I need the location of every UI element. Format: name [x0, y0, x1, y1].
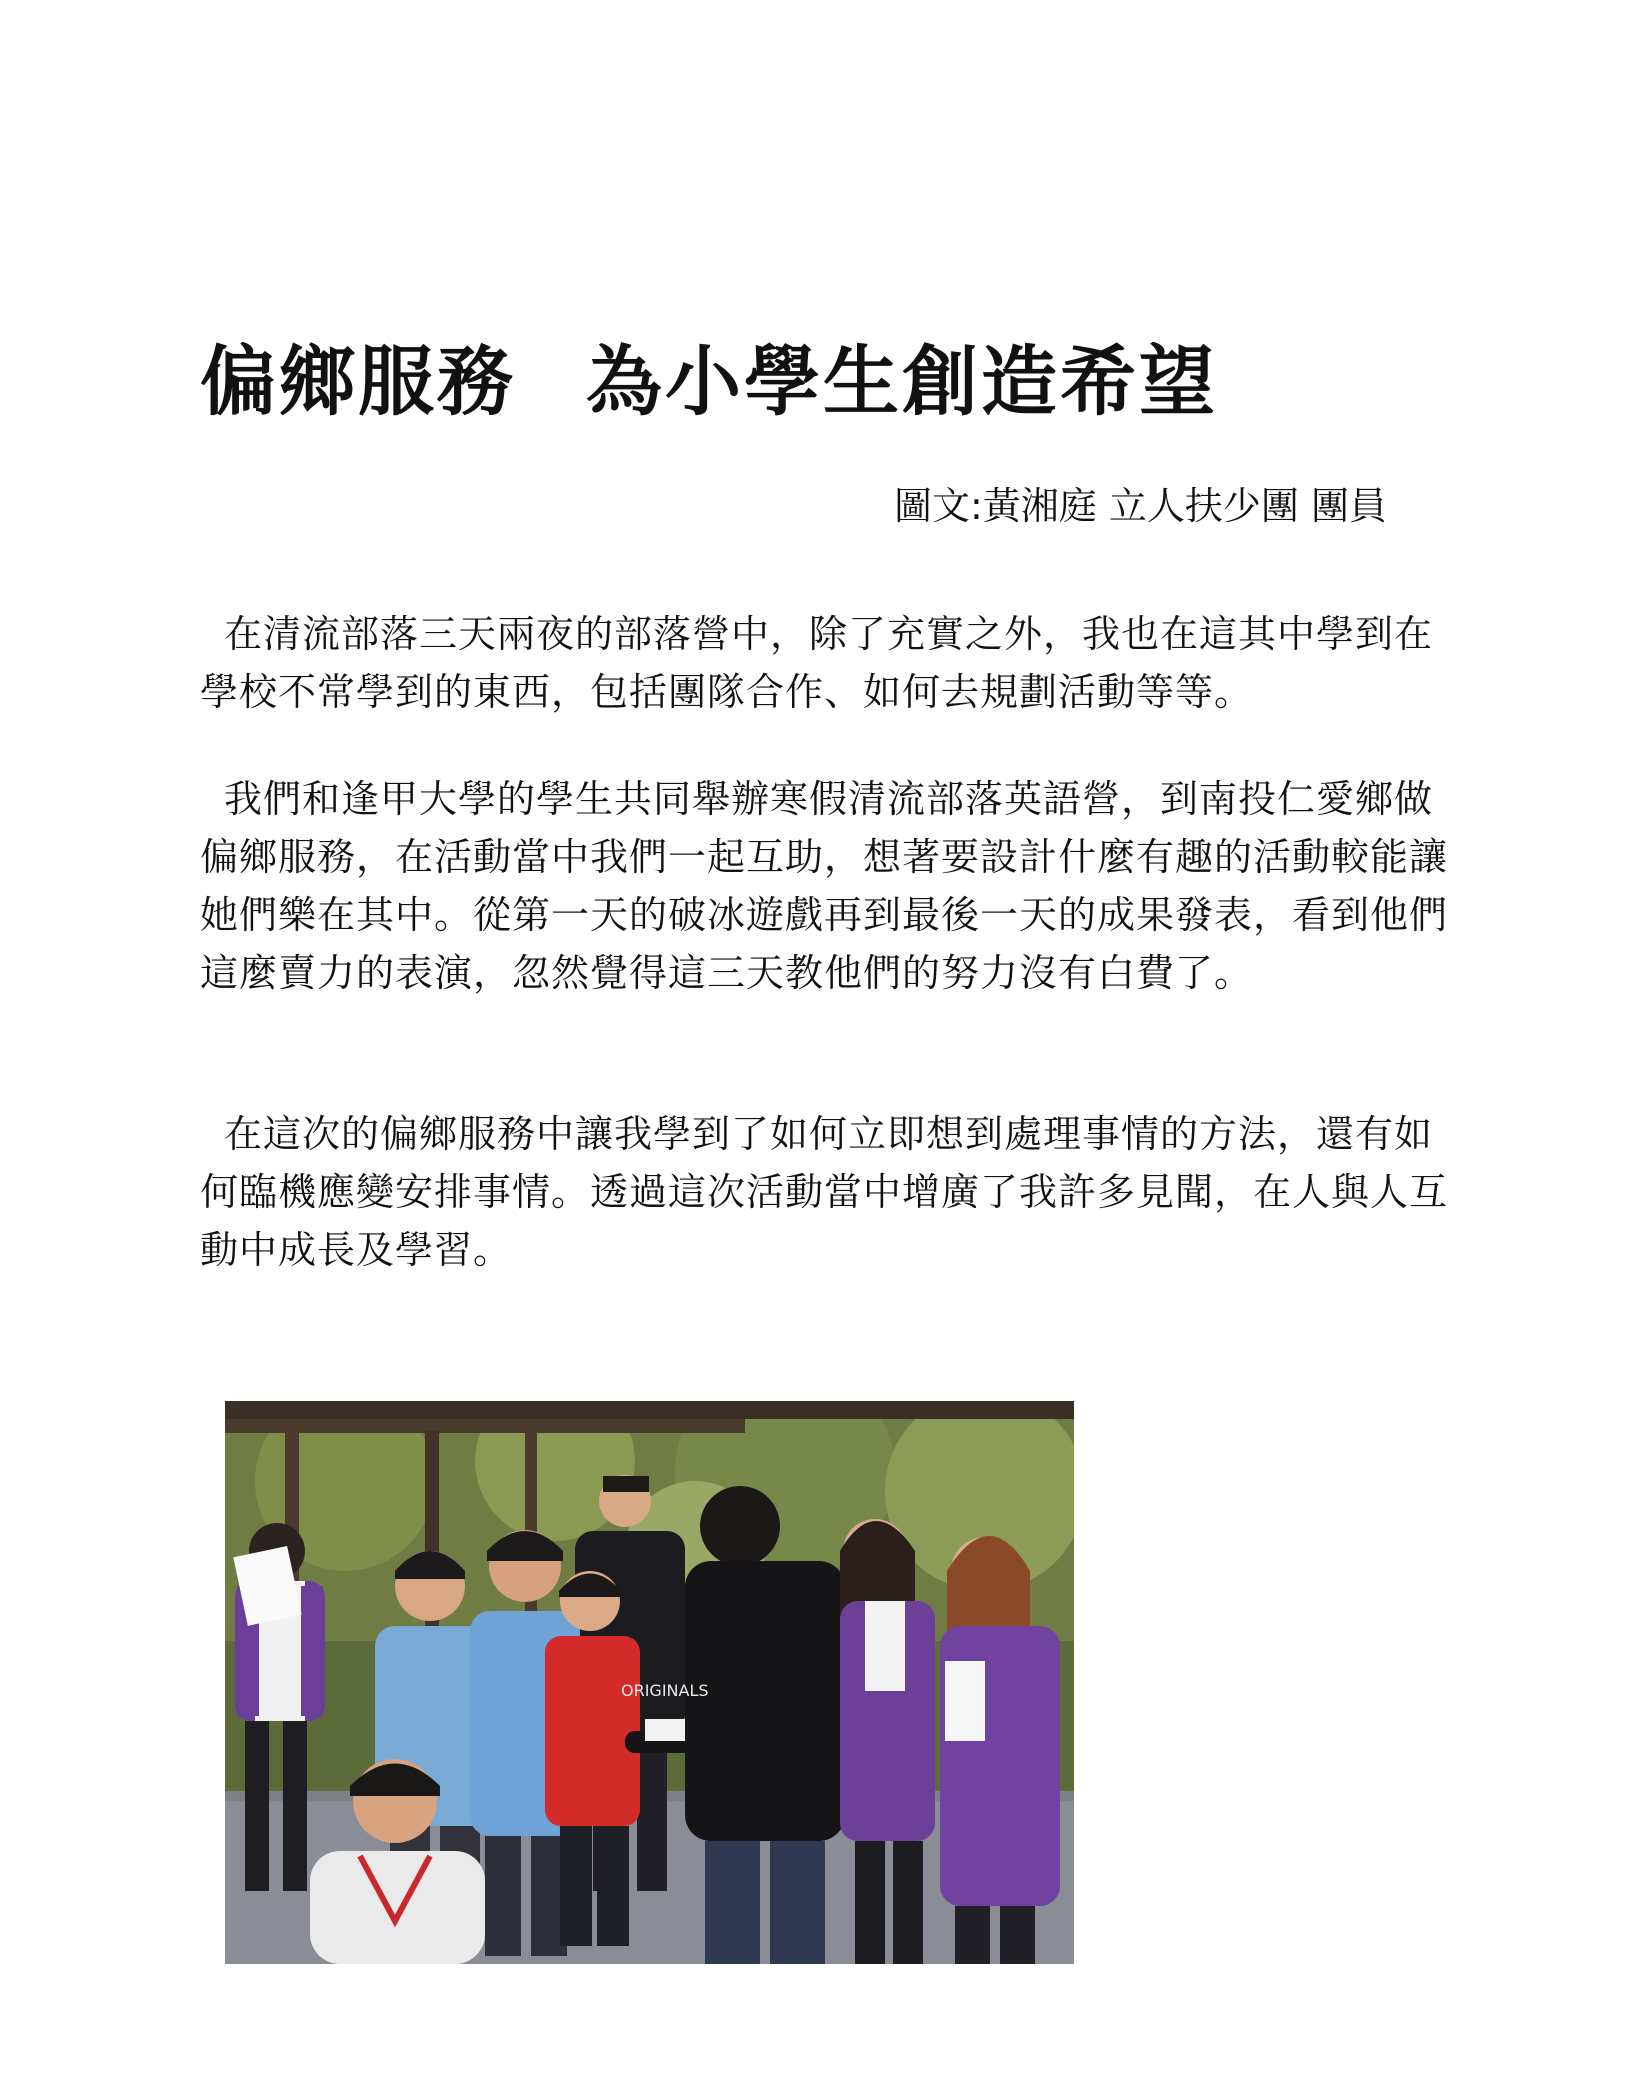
paragraph-2-text: 我們和逢甲大學的學生共同舉辦寒假清流部落英語營，到南投仁愛鄉做偏鄉服務，在活動當中我們一起互助，想著要設計什麼有趣的活動較能讓她們樂在其中。從第一天的破冰遊戲再到最後一天的成果發表，看到他們這麼賣力的表演，忽然覺得這三天教他們的努力沒有白費了。 — [200, 777, 1449, 995]
paragraph-3 — [200, 1105, 1470, 1279]
paragraph-1 — [200, 605, 1470, 721]
article-byline: 圖文:黃湘庭 立人扶少團 團員 — [894, 484, 1387, 528]
event-photo-illustration — [225, 1401, 1074, 1964]
paragraph-1-text: 在清流部落三天兩夜的部落營中，除了充實之外，我也在這其中學到在學校不常學到的東西，包括團隊合作、如何去規劃活動等等。 — [200, 612, 1434, 714]
article-title — [200, 337, 1218, 426]
handed-paper — [645, 1719, 685, 1741]
event-photo — [225, 1401, 1074, 1964]
title-part-2: 為小學生創造希望 — [586, 337, 1218, 426]
jersey-text: ORIGINALS — [621, 1681, 709, 1700]
paragraph-2 — [200, 770, 1470, 1002]
title-part-1: 偏鄉服務 — [200, 337, 516, 426]
paragraph-3-text: 在這次的偏鄉服務中讓我學到了如何立即想到處理事情的方法，還有如何臨機應變安排事情。透過這次活動當中增廣了我許多見聞，在人與人互動中成長及學習。 — [200, 1112, 1449, 1272]
